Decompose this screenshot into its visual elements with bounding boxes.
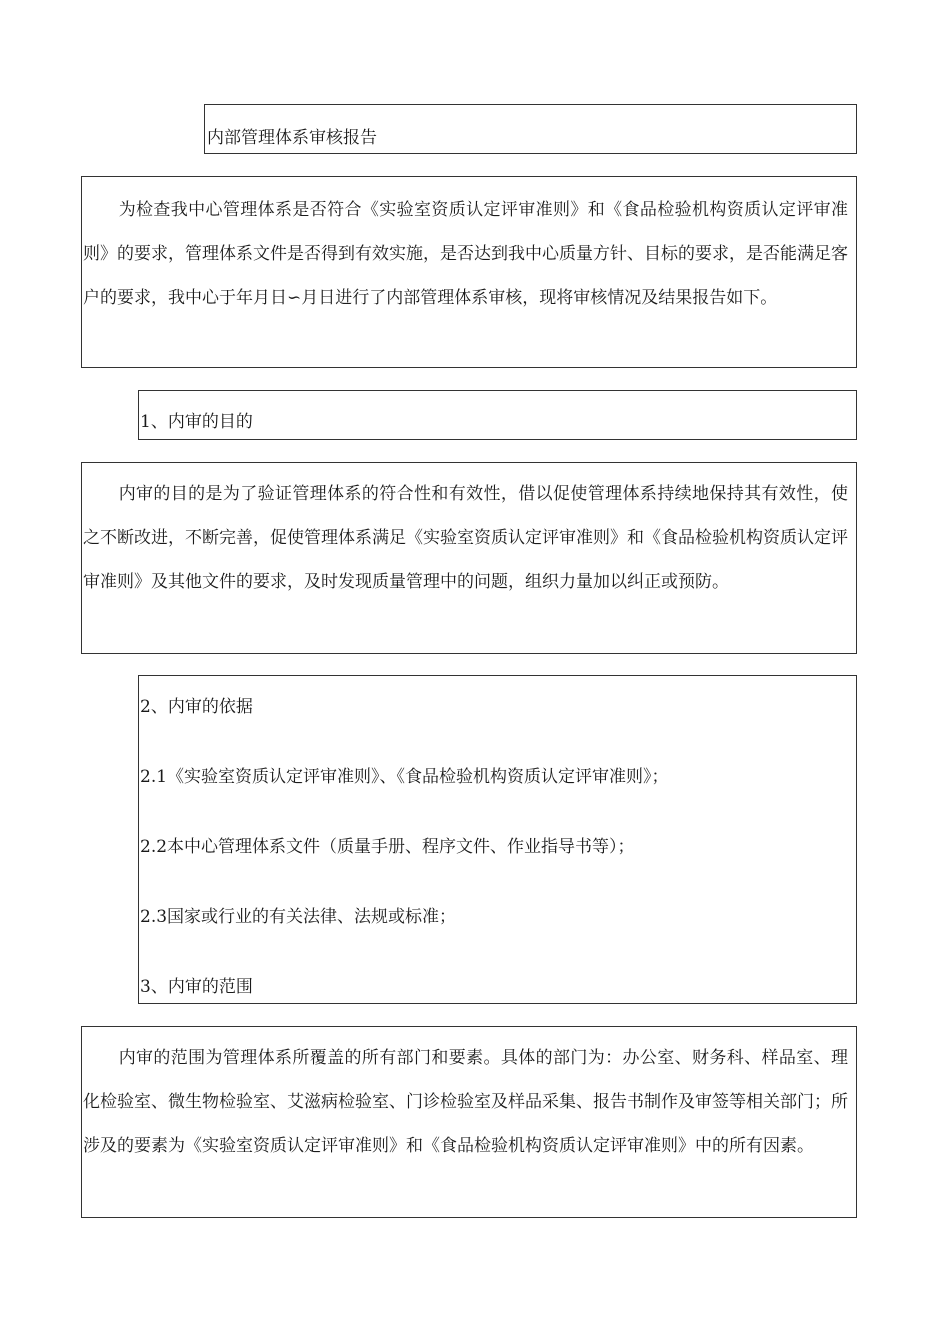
section2-item-3: 2.3国家或行业的有关法律、法规或标准； (140, 907, 457, 927)
section3-paragraph: 内审的范围为管理体系所覆盖的所有部门和要素。具体的部门为：办公室、财务科、样品室、理化检验室、微生物检验室、艾滋病检验室、门诊检验室及样品采集、报告书制作及审签等相关部门；所涉及的要素为《实验室资质认定评审准则》和《食品检验机构资质认定评审准则》中的所有因素。 (83, 1048, 848, 1156)
section2-item-1: 2.1《实验室资质认定评审准则》、《食品检验机构资质认定评审准则》； (140, 767, 669, 787)
section1-heading: 1、内审的目的 (140, 412, 253, 432)
intro-paragraph: 为检查我中心管理体系是否符合《实验室资质认定评审准则》和《食品检验机构资质认定评审准则》的要求，管理体系文件是否得到有效实施，是否达到我中心质量方针、目标的要求，是否能满足客户的要求，我中心于年月日∽月日进行了内部管理体系审核，现将审核情况及结果报告如下。 (83, 200, 848, 308)
section2-heading: 2、内审的依据 (140, 697, 253, 717)
page-title: 内部管理体系审核报告 (207, 128, 377, 148)
section2-item-2: 2.2本中心管理体系文件（质量手册、程序文件、作业指导书等）； (140, 837, 635, 857)
section3-heading: 3、内审的范围 (140, 977, 253, 997)
section1-paragraph: 内审的目的是为了验证管理体系的符合性和有效性，借以促使管理体系持续地保持其有效性，使之不断改进，不断完善，促使管理体系满足《实验室资质认定评审准则》和《食品检验机构资质认定评审准则》及其他文件的要求，及时发现质量管理中的问题，组织力量加以纠正或预防。 (83, 484, 848, 592)
